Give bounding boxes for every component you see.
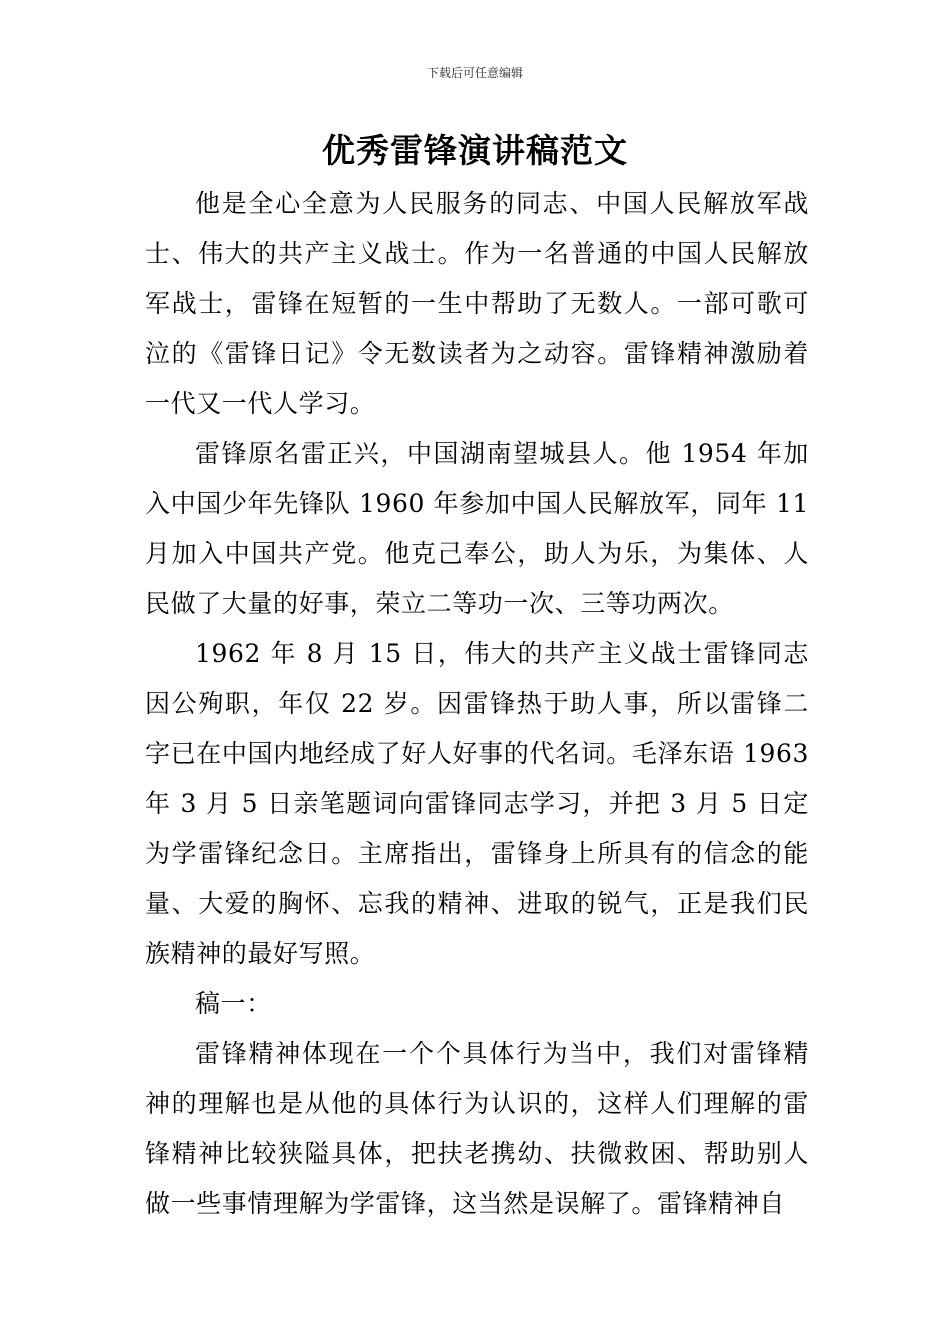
paragraph: 1962 年 8 月 15 日，伟大的共产主义战士雷锋同志因公殉职，年仅 22 岁。因雷锋热于助人事，所以雷锋二字已在中国内地经成了好人好事的代名词。毛泽东语 1963 年 3 月 5 日亲笔题词向雷锋同志学习，并把 3 月 5 日定为学雷锋纪念日。主席指出，雷锋身上所具有的信念的能量、大爱的胸怀、忘我的精神、进取的锐气，正是我们民族精神的最好写照。	[145, 639, 809, 968]
header-note: 下载后可任意编辑	[426, 66, 523, 80]
document-title: 优秀雷锋演讲稿范文	[322, 131, 628, 170]
paragraph: 他是全心全意为人民服务的同志、中国人民解放军战士、伟大的共产主义战士。作为一名普通的中国人民解放军战士，雷锋在短暂的一生中帮助了无数人。一部可歌可泣的《雷锋日记》令无数读者为之动容。雷锋精神激励着一代又一代人学习。	[145, 189, 809, 418]
paragraph: 雷锋精神体现在一个个具体行为当中，我们对雷锋精神的理解也是从他的具体行为认识的，这样人们理解的雷锋精神比较狭隘具体，把扶老携幼、扶微救困、帮助别人做一些事情理解为学雷锋，这当然是误解了。雷锋精神自	[145, 1039, 809, 1218]
section-label: 稿一：	[195, 989, 272, 1018]
document-body	[145, 179, 809, 1229]
paragraph: 雷锋原名雷正兴，中国湖南望城县人。他 1954 年加入中国少年先锋队 1960 年参加中国人民解放军，同年 11 月加入中国共产党。他克己奉公，助人为乐，为集体、人民做了大量的好事，荣立二等功一次、三等功两次。	[145, 439, 809, 618]
